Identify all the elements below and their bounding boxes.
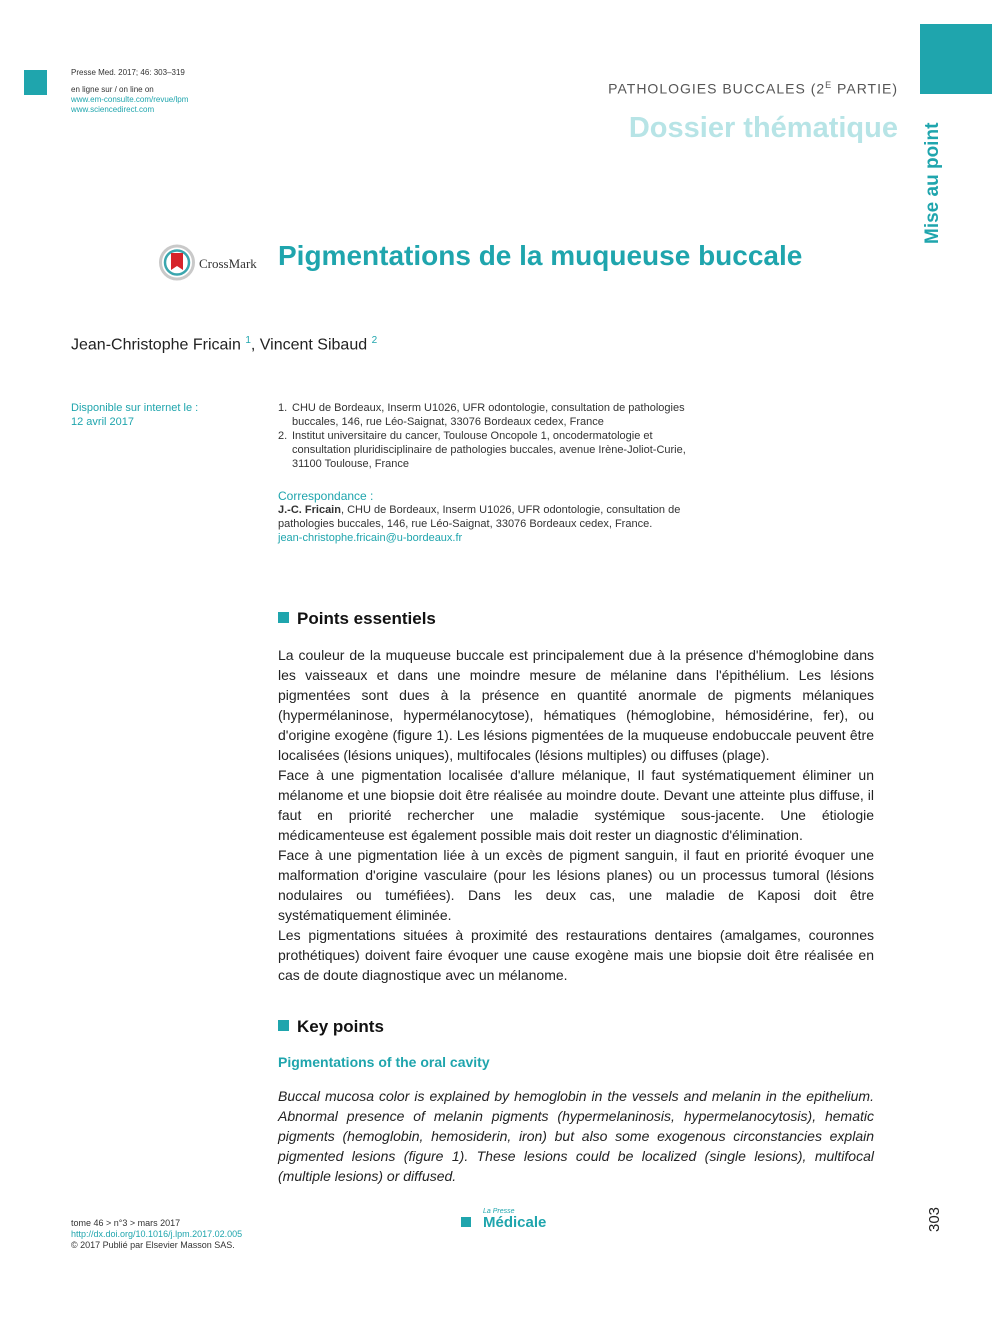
affiliation-text: Institut universitaire du cancer, Toulouse Oncopole 1, oncodermatologie et consultation pluridisciplinaire de pathologies buccales, avenue Irène-Joliot-Curie, 31100 Toulouse, France	[292, 430, 686, 470]
author-fricain-affiliation[interactable]: 1	[245, 335, 251, 346]
affiliations	[278, 401, 698, 471]
footer-doi[interactable]: http://dx.doi.org/10.1016/j.lpm.2017.02.005	[71, 1229, 243, 1239]
square-bullet-icon	[278, 1020, 289, 1031]
key-points-subheading: Pigmentations of the oral cavity	[278, 1054, 490, 1070]
correspondence-email[interactable]: jean-christophe.fricain@u-bordeaux.fr	[278, 532, 463, 544]
page-number	[922, 1200, 952, 1236]
points-essentiels-body	[278, 645, 874, 985]
section-header-text: PATHOLOGIES BUCCALES (2	[608, 80, 826, 97]
availability-date: 12 avril 2017	[71, 416, 134, 428]
dossier-thematique-label: Dossier thématique	[628, 112, 898, 144]
author-sibaud-affiliation[interactable]: 2	[371, 335, 378, 346]
footer-copyright: © 2017 Publié par Elsevier Masson SAS.	[71, 1240, 235, 1250]
logo-main-text: Médicale	[483, 1214, 547, 1231]
corner-square-decoration	[24, 70, 47, 95]
journal-url-em-consulte[interactable]: www.em-consulte.com/revue/lpm	[71, 95, 189, 104]
corner-block-decoration	[920, 24, 992, 94]
correspondence-address: , CHU de Bordeaux, Inserm U1026, UFR odontologie, consultation de pathologies buccales, 146, rue Léo-Saignat, 33076 Bordeaux cedex, France.	[278, 504, 681, 530]
journal-citation: Presse Med. 2017; 46: 303–319	[71, 68, 185, 77]
points-paragraph: Face à une pigmentation localisée d'allure mélanique, Il faut systématiquement éliminer un mélanome et une biopsie doit être réalisée au moindre doute. Devant une atteinte plus diffuse, il faut en priorité rechercher une maladie systémique sous-jacente. Une étiologie médicamenteuse est également possible mais doit rester un diagnostic d'élimination.	[278, 767, 874, 843]
points-paragraph: Face à une pigmentation liée à un excès de pigment sanguin, il faut en priorité évoquer une malformation d'origine vasculaire (pour les lésions planes) ou un processus tumoral (lésions nodulaires ou tuméfiées). Dans les deux cas, une maladie de Kaposi doit être systématiquement éliminée.	[278, 847, 874, 923]
affiliation-item	[278, 429, 698, 471]
points-essentiels-heading	[278, 609, 436, 629]
journal-url-sciencedirect[interactable]: www.sciencedirect.com	[71, 105, 155, 114]
section-header-sup: E	[825, 80, 833, 90]
logo-square-icon	[461, 1217, 471, 1227]
side-label-text: Mise au point	[922, 122, 943, 244]
affiliation-item	[278, 401, 698, 429]
footer-issue: tome 46 > n°3 > mars 2017	[71, 1218, 181, 1228]
author-sibaud: Vincent Sibaud	[259, 336, 368, 354]
section-header	[608, 80, 898, 97]
section-header-tail: PARTIE)	[832, 80, 898, 97]
footer-info	[71, 1218, 242, 1251]
correspondence-name: J.-C. Fricain	[278, 504, 341, 516]
affiliation-number: 1.	[278, 402, 288, 414]
authors	[71, 335, 377, 354]
availability-label: Disponible sur internet le :	[71, 402, 199, 414]
article-title: Pigmentations de la muqueuse buccale	[278, 240, 803, 271]
correspondence	[278, 489, 698, 545]
key-points-heading	[278, 1017, 384, 1037]
key-points-body: Buccal mucosa color is explained by hemoglobin in the vessels and melanin in the epithelium. Abnormal presence of melanin pigments (hypermelaninosis, hypermelanocytosis), hematic pigments (hemoglobin, hemosiderin, iron) but also some exogenous circonstancies explain pigmented lesions (figure 1). These lesions could be localized (single lesions), multifocal (multiple lesions) or diffused.	[278, 1088, 874, 1184]
points-essentiels-title: Points essentiels	[297, 609, 436, 628]
affiliation-number: 2.	[278, 430, 288, 442]
crossmark-icon	[159, 244, 195, 281]
square-bullet-icon	[278, 612, 289, 623]
side-label	[918, 120, 948, 250]
author-fricain: Jean-Christophe Fricain	[71, 336, 241, 354]
logo-small-text: La Presse	[483, 1208, 515, 1215]
key-points-title: Key points	[297, 1017, 384, 1036]
points-paragraph: La couleur de la muqueuse buccale est principalement due à la présence d'hémoglobine dans les vaisseaux et dans une moindre mesure de mélanine dans l'épithélium. Les lésions pigmentées sont dues à la présence en quantité anormale de pigments mélaniques (hypermélaninose, hypermélanocytose), hématiques (hémoglobine, hémosidérine, fer), ou d'origine exogène (figure 1). Les lésions pigmentées de la muqueuse endobuccale peuvent être localisées (lésions uniques), multifocales (lésions multiples) ou diffuses (plage).	[278, 647, 874, 763]
online-label: en ligne sur / on line on	[71, 85, 154, 94]
points-paragraph: Les pigmentations situées à proximité des restaurations dentaires (amalgames, couronnes prothétiques) doivent faire évoquer une cause exogène mais une biopsie doit être réalisée en cas de doute diagnostique avec un mélanome.	[278, 927, 874, 983]
crossmark-badge[interactable]	[159, 244, 255, 281]
correspondence-label: Correspondance :	[278, 489, 374, 503]
availability-info	[71, 401, 198, 429]
author-separator: ,	[250, 336, 260, 354]
journal-logo	[461, 1208, 561, 1234]
crossmark-label: CrossMark	[199, 256, 257, 271]
page-number-text: 303	[926, 1206, 943, 1232]
affiliation-text: CHU de Bordeaux, Inserm U1026, UFR odontologie, consultation de pathologies buccales, 146, rue Léo-Saignat, 33076 Bordeaux cedex, France	[292, 402, 685, 428]
journal-meta	[71, 68, 188, 115]
